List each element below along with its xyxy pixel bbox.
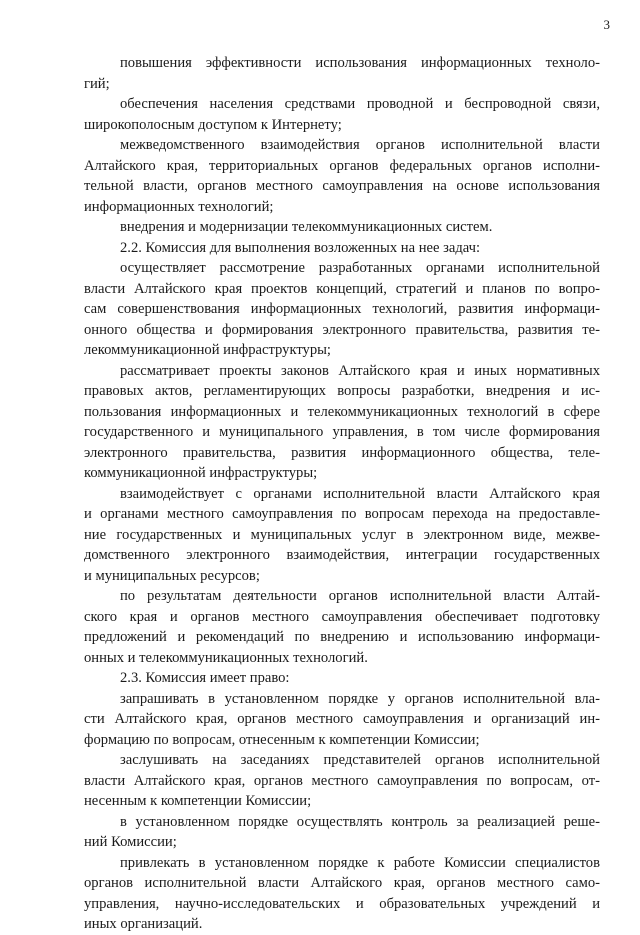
text-line: широкополосным доступом к Интернету;: [84, 116, 342, 133]
text-line: предложений и рекомендаций по внедрению и использованию информаци-: [84, 629, 600, 645]
text-line: ние государственных и муниципальных услуг в электронном виде, межве-: [84, 526, 600, 543]
text-line: власти Алтайского края проектов концепций, стратегий и планов по вопро-: [84, 280, 600, 297]
text-line: внедрения и модернизации телекоммуникационных систем.: [120, 219, 493, 235]
text-line: взаимодействует с органами исполнительной власти Алтайского края: [120, 485, 600, 502]
text-line: и муниципальных ресурсов;: [84, 567, 260, 584]
text-line: домственного электронного взаимодействия, интеграции государственных: [84, 547, 600, 563]
text-line: 2.3. Комиссия имеет право:: [120, 670, 290, 686]
text-line: формацию по вопросам, отнесенным к компетенции Комиссии;: [84, 731, 480, 748]
text-line: осуществляет рассмотрение разработанных органами исполнительной: [120, 260, 600, 276]
page-number: 3: [603, 17, 610, 32]
text-line: иных организаций.: [84, 916, 203, 932]
text-line: обеспечения населения средствами проводной и беспроводной связи,: [120, 96, 600, 112]
document-body: [84, 53, 600, 935]
text-line: 2.2. Комиссия для выполнения возложенных на нее задач:: [120, 239, 481, 256]
text-line: пользования информационных и телекоммуникационных технологий в сфере: [84, 403, 600, 420]
text-line: онных и телекоммуникационных технологий.: [84, 649, 368, 666]
text-line: гий;: [84, 75, 110, 92]
text-line: повышения эффективности использования информационных техноло-: [120, 55, 600, 71]
text-line: власти Алтайского края, органов местного самоуправления по вопросам, от-: [84, 772, 600, 789]
text-line: онного общества и формирования электронного правительства, развития те-: [84, 321, 600, 338]
text-line: тельной власти, органов местного самоуправления на основе использования: [84, 178, 600, 194]
text-line: электронного правительства, развития информационного общества, теле-: [84, 444, 600, 461]
text-line: привлекать в установленном порядке к работе Комиссии специалистов: [120, 854, 600, 871]
text-line: Алтайского края, территориальных органов федеральных органов исполни-: [84, 157, 600, 174]
text-line: в установленном порядке осуществлять контроль за реализацией реше-: [120, 813, 600, 830]
text-line: информационных технологий;: [84, 198, 274, 215]
text-line: несенным к компетенции Комиссии;: [84, 793, 312, 809]
text-line: органов исполнительной власти Алтайского края, органов местного само-: [84, 875, 600, 891]
text-line: запрашивать в установленном порядке у органов исполнительной вла-: [120, 690, 600, 707]
text-line: государственного и муниципального управления, в том числе формирования: [84, 424, 600, 440]
text-line: сам совершенствования информационных технологий, развития информаци-: [84, 301, 600, 317]
text-line: управления, научно-исследовательских и образовательных учреждений и: [84, 895, 600, 912]
text-line: межведомственного взаимодействия органов исполнительной власти: [120, 137, 600, 153]
text-line: по результатам деятельности органов исполнительной власти Алтай-: [120, 588, 600, 604]
text-line: и органами местного самоуправления по вопросам перехода на предоставле-: [84, 506, 600, 522]
text-line: правовых актов, регламентирующих вопросы разработки, внедрения и ис-: [84, 383, 600, 399]
text-line: ского края и органов местного самоуправления обеспечивает подготовку: [84, 608, 600, 625]
text-line: заслушивать на заседаниях представителей органов исполнительной: [120, 752, 600, 768]
text-line: лекоммуникационной инфраструктуры;: [84, 342, 331, 358]
text-line: ний Комиссии;: [84, 834, 177, 850]
text-line: сти Алтайского края, органов местного самоуправления и организаций ин-: [84, 711, 600, 727]
text-line: рассматривает проекты законов Алтайского края и иных нормативных: [120, 362, 600, 379]
text-line: коммуникационной инфраструктуры;: [84, 465, 318, 481]
